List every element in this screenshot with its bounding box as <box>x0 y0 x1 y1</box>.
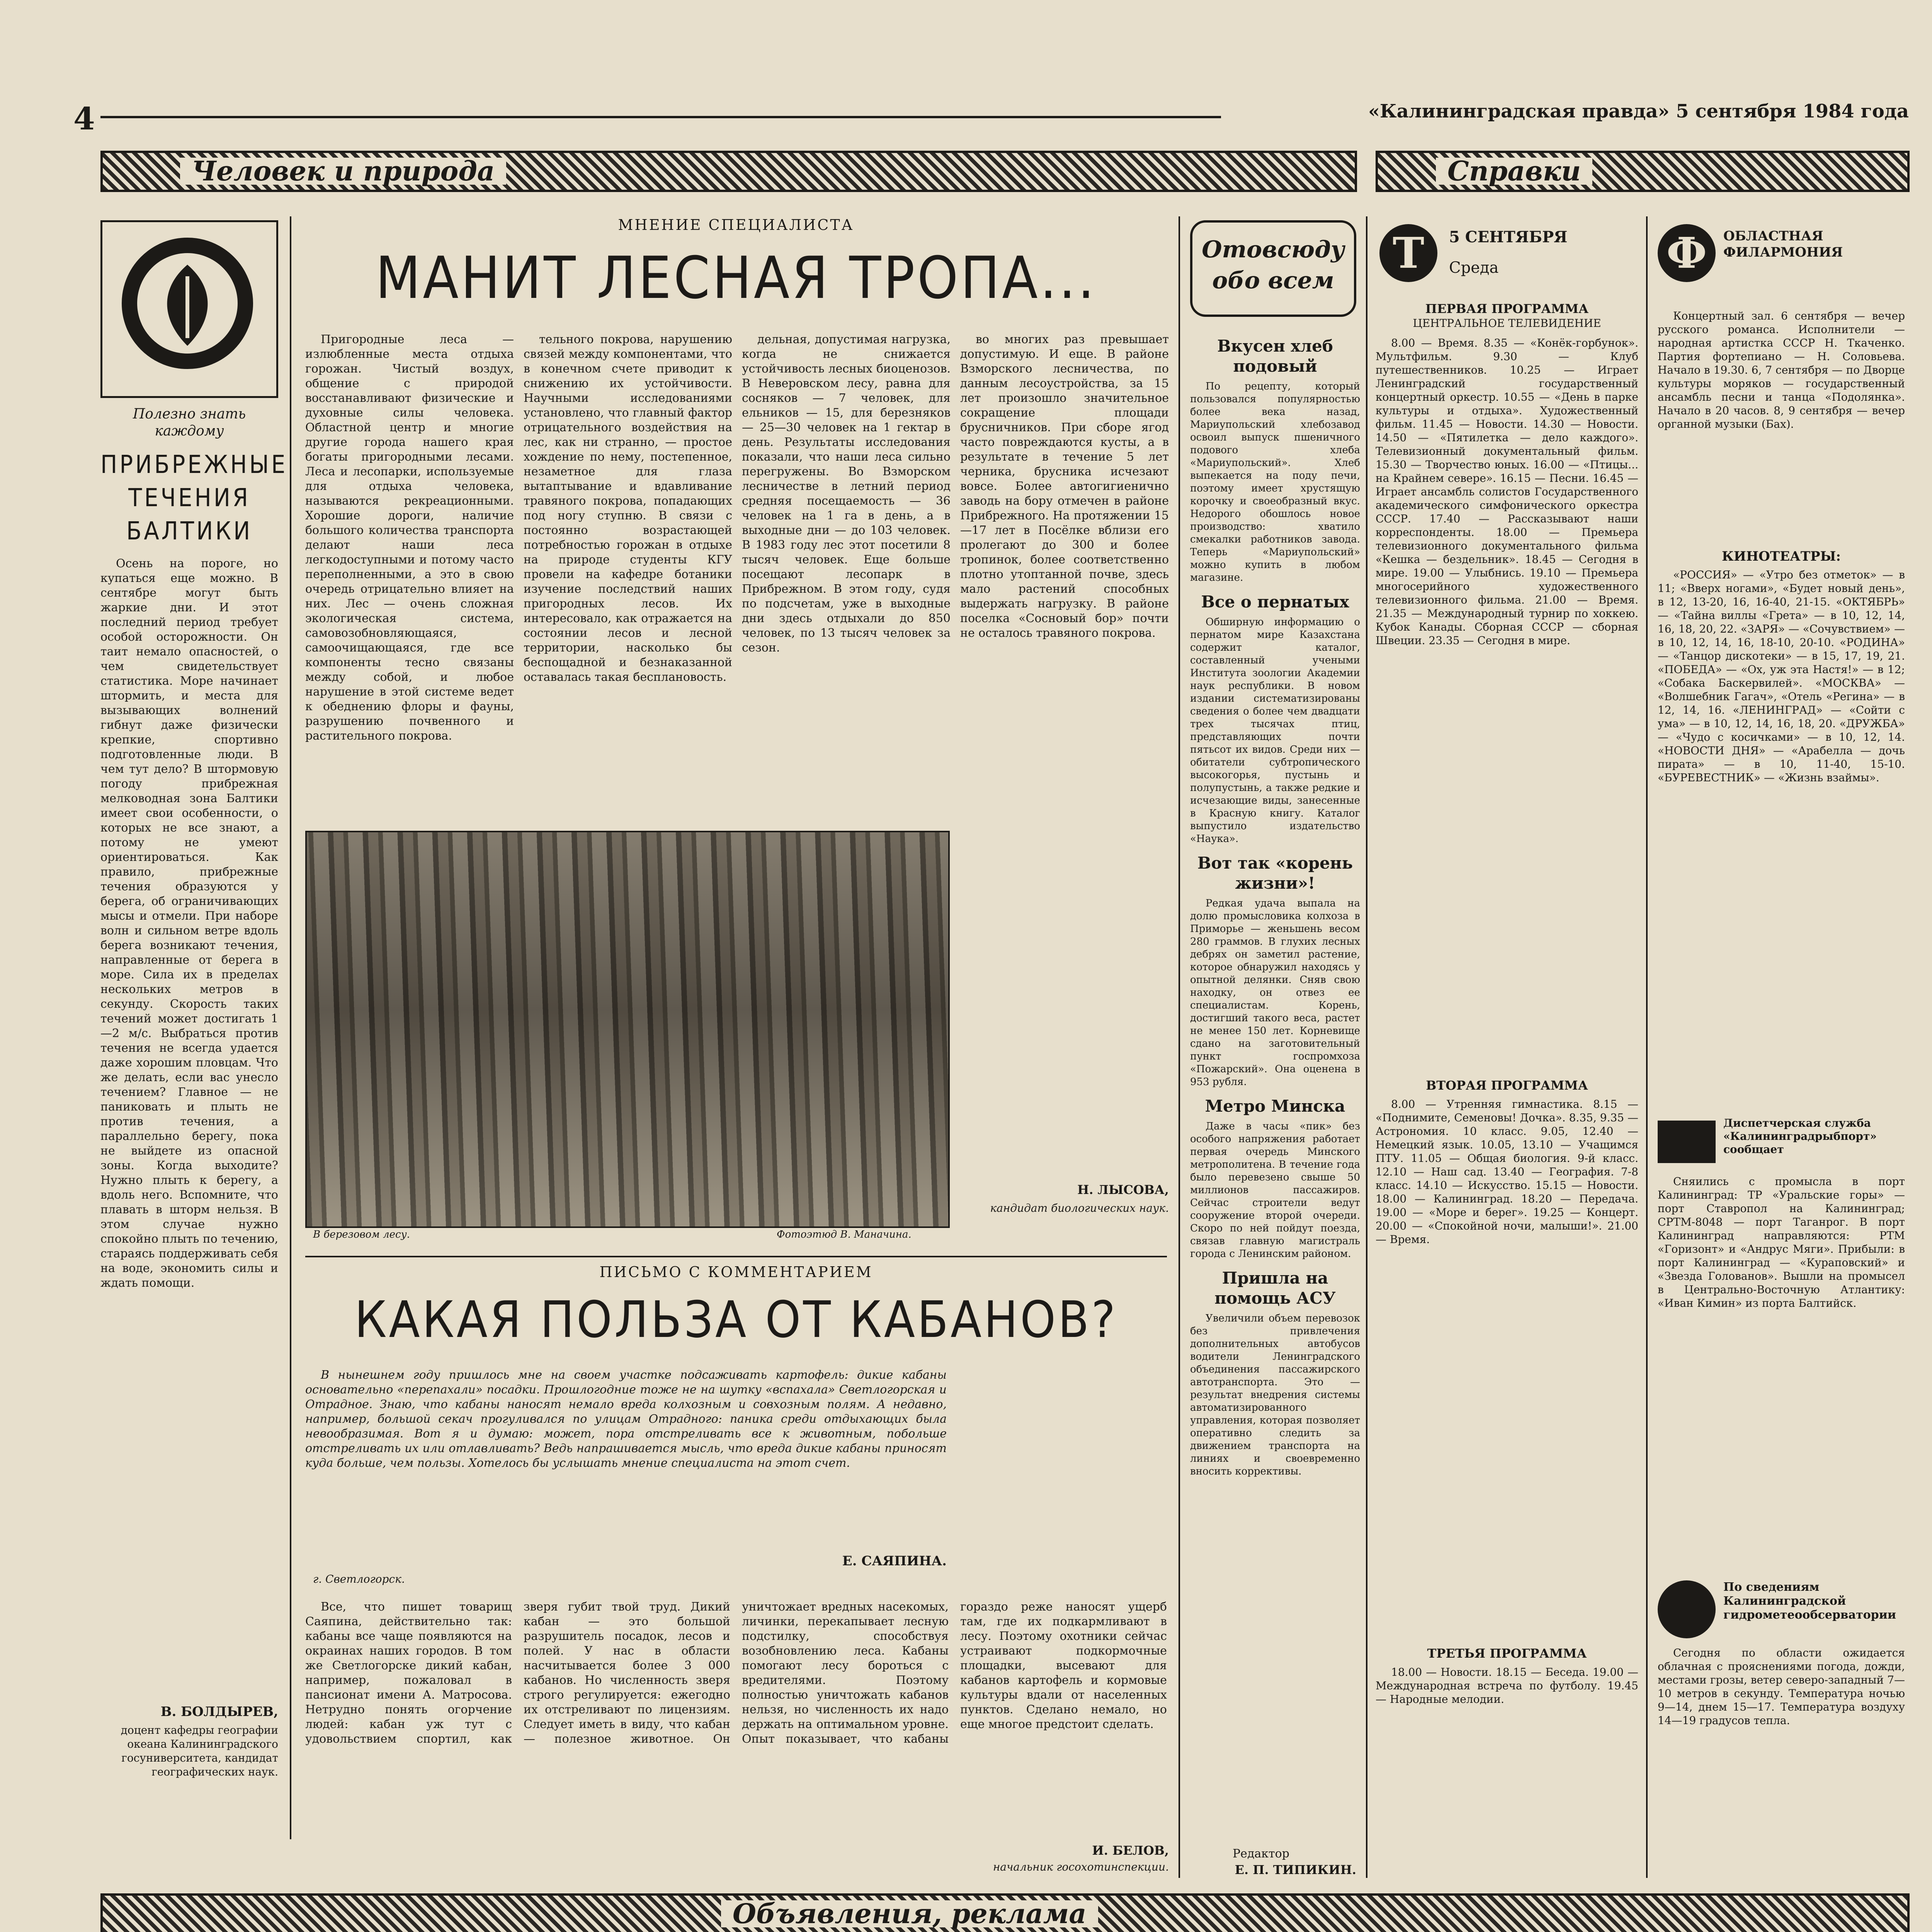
letter-author: Е. САЯПИНА. <box>842 1553 947 1569</box>
boar-comment: Все, что пишет товарищ Саяпина, действительно так: кабаны все чаще появляются на окраинах наших городов. В том же Светлогорске дикий кабан, например, пожаловал в пансионат имени А. Матросова. Нетрудно понять огорчение людей: кабан уж тут с удовольствием спортил, как зверя губит твой труд. Дикий кабан — это большой разрушитель посадок, лесов и полей. У нас в области насчитывается более 3 000 кабанов. Но численность зверя строго регулируется: ежегодно их отстреливают по лицензиям. Следует иметь в виду, что кабан — полезное животное. Он уничтожает вредных насекомых, личинки, перекапывает лесную подстилку, способствуя возобновлению леса. Кабаны помогают лесу бороться с вредителями. Поэтому полностью уничтожать кабанов нельзя, но численность их надо держать на оптимальном уровне. Опыт показывает, что кабаны гораздо реже наносят ущерб там, где их подкармливают в лесу. Поэтому охотники сейчас устраивают подкормочные площадки, высевают для кабанов картофель и кормовые культуры вдали от населенных пунктов. Сделано немало, но еще многое предстоит сделать. <box>305 1600 1167 1746</box>
item-text: По рецепту, который пользовался популярностью более века назад, Мариупольский хлебозавод освоил выпуск пшеничного подового хлеба «Мариупольский». Хлеб выпекается на поду печи, поэтому имеет хрустящую корочку и своеобразный вкус. Недорого обошлось новое производство: хватило смекалки работников завода. Теперь «Мариупольский» можно купить в любом магазине. <box>1190 381 1360 583</box>
section-bar-left <box>100 151 1357 192</box>
philharmonic-title: ОБЛАСТНАЯ ФИЛАРМОНИЯ <box>1723 228 1843 260</box>
item-title: Метро Минска <box>1205 1097 1345 1116</box>
main-author-title: кандидат биологических наук. <box>990 1202 1169 1214</box>
channel1-title: ПЕРВАЯ ПРОГРАММА <box>1425 301 1589 316</box>
main-col-1: Пригородные леса — излюбленные места отдыха горожан. Чистый воздух, общение с природой восстанавливают физические и духовные силы человека. Областной центр и многие другие города нашего края богаты пригородными лесами. Леса и лесопарки, используемые для отдыха человека, называются рекреационными. Хорошие дороги, наличие большого количества транспорта делают наши леса легкодоступными и потому часто переполненными, а это в свою очередь отрицательно влияет на них. Лес — очень сложная экологическая система, самовозобновляющаяся, самоочищающаяся, где все компоненты тесно связаны между собой, и любое нарушение в этой системе ведет к обеднению флоры и фауны, разрушению почвенного и растительного покрова. <box>305 333 514 743</box>
channel1-sub: ЦЕНТРАЛЬНОЕ ТЕЛЕВИДЕНИЕ <box>1413 317 1601 330</box>
boar-author-title: начальник госохотинспекции. <box>993 1861 1169 1873</box>
concert-text: Концертный зал. 6 сентября — вечер русского романса. Исполнители — народная артистка СССР Н. Ткаченко. Партия фортепиано — Н. Соловьева. Начало в 19.30. 6, 7 сентября — по Дворце культуры моряков — государственный ансамбль песни и танца «Подолянка». Начало в 20 часов. 8, 9 сентября — вечер органной музыки (Бах). <box>1658 310 1905 430</box>
item-text: Увеличили объем перевозок без привлечения дополнительных автобусов водители Ленинградского объединения пассажирского автотранспорта. Это — результат внедрения системы автоматизированного управления, которая позволяет оперативно следить за движением транспорта на линиях и своевременно вносить коррективы. <box>1190 1313 1360 1477</box>
item-title: Вот так «корень жизни»! <box>1197 854 1353 893</box>
column-rule <box>1179 216 1180 1878</box>
paper-date: «Калининградская правда» 5 сентября 1984 года <box>1368 100 1909 122</box>
leaf-emblem-icon <box>102 222 272 392</box>
main-col-2: тельного покрова, нарушению связей между компонентами, что в конечном счете приводит к снижению их устойчивости. Научными исследованиями установлено, что главный фактор отрицательного воздействия на лес, как ни странно, — простое хождение по нему, постепенное, незаметное для глаза вытаптывание и вдавливание травяного покрова, попадающих под ногу ступню. В связи с постоянно возрастающей потребностью горожан в отдыхе на природе студенты КГУ провели на кафедре ботаники изучение последствий наших пригородных лесов. Их интересовало, как отражается на состоянии лесов и лесной территории, насколько бы беспощадной и безнаказанной оставалась такая бесплановость. <box>524 333 732 684</box>
weather-icon <box>1658 1580 1716 1638</box>
photo-credit: Фотоэтюд В. Маначина. <box>777 1229 912 1240</box>
anchor-icon <box>1658 1121 1716 1163</box>
dispatch-text: Сняились с промысла в порт Калининград: ТР «Уральские горы» — порт Ставропол на Калининград; СРТМ-8048 — порт Таганрог. В порт Калининград направляются: РТМ «Горизонт» и «Андрус Мяги». Прибыли: в порт Калининград — «Кураповский» и «Звезда Голованов». Вышли на промысел в Центрально-Восточную Атлантику: «Иван Кимин» из порта Балтийск. <box>1658 1175 1905 1310</box>
editor-name: Е. П. ТИПИКИН. <box>1235 1862 1356 1877</box>
item-text: Обширную информацию о пернатом мире Казахстана содержит каталог, составленный учеными Института зоологии Академии наук республики. В новом издании систематизированы сведения о более чем двадцати трех тысячах птиц, представляющих почти пятьсот их видов. Среди них — обитатели субтропического высокогорья, пустынь и полупустынь, а также редкие и исчезающие виды, занесенные в Красную книгу. Каталог выпустило издательство «Наука». <box>1190 616 1360 845</box>
boar-author: И. БЕЛОВ, <box>1092 1843 1169 1858</box>
coast-kicker: Полезно знать каждому <box>133 406 246 439</box>
page-number: 4 <box>73 100 95 137</box>
channel3-title: ТРЕТЬЯ ПРОГРАММА <box>1427 1646 1587 1661</box>
column-rule <box>1646 216 1648 1878</box>
otovsyudu-badge: Отовсюду обо всем <box>1190 220 1356 317</box>
item-title: Пришла на помощь АСУ <box>1214 1269 1336 1308</box>
main-col-3: дельная, допустимая нагрузка, когда не снижается устойчивость лесных биоценозов. В Неверовском лесу, равна для сосняков — 7 человек, для ельников — 15, для березняков — 25—30 человек на 1 гектар в день. Результаты исследования показали, что наши леса сильно перегружены. Во Взморском лесничестве в летний период средняя посещаемость — 36 человек на 1 га в день, а в выходные дни — до 103 человек. В 1983 году лес этот посетили 8 тысяч человек. Еще больше посещают лесопарк в Прибрежном. В этом году, судя по подсчетам, уже в выходные дни здесь отдыхали до 850 человек, по 13 тысяч человек за сезон. <box>742 333 951 655</box>
tv-date: 5 СЕНТЯБРЯ <box>1449 228 1568 246</box>
channel3-schedule: 18.00 — Новости. 18.15 — Беседа. 19.00 — Международная встреча по футболу. 19.45 — Народные мелодии. <box>1376 1666 1638 1706</box>
editor-label: Редактор <box>1233 1847 1289 1861</box>
letter-place: г. Светлогорск. <box>313 1573 405 1585</box>
section-title-left: Человек и природа <box>180 158 506 185</box>
channel1-schedule: 8.00 — Время. 8.35 — «Конёк-горбунок». Мультфильм. 9.30 — Клуб путешественников. 10.25 — Играет Ленинградский государственный концертный оркестр. 10.55 — «День в парке культуры и отдыха». Художественный фильм. 11.45 — Новости. 14.30 — Новости. 14.50 — «Пятилетка — дело каждого». Телевизионный документальный фильм. 15.30 — Творчество юных. 16.00 — «Птицы... на Крайнем севере». 16.15 — Песни. 16.45 — Играет ансамбль солистов Государственного академического симфонического оркестра СССР. 17.40 — Рассказывают наши корреспонденты. 18.00 — Премьера телевизионного документального фильма «Кешка — бездельник». 18.45 — Сегодня в мире. 19.00 — Улыбнись. 19.10 — Премьера многосерийного художественного телевизионного фильма. 21.00 — Время. 21.35 — Международный турнир по хоккею. Кубок Канады. Сборная СССР — сборная Швеции. 23.35 — Сегодня в мире. <box>1376 337 1638 647</box>
masthead-rule <box>100 116 1221 118</box>
item-title: Все о пернатых <box>1201 592 1349 611</box>
boar-headline: КАКАЯ ПОЛЬЗА ОТ КАБАНОВ? <box>354 1290 1118 1349</box>
main-author: Н. ЛЫСОВА, <box>1077 1182 1169 1197</box>
channel2-schedule: 8.00 — Утренняя гимнастика. 8.15 — «Поднимите, Семеновы! Дочка». 8.35, 9.35 — Астрономия. 10 класс. 9.05, 12.40 — Немецкий язык. 10.05, 13.10 — Учащимся ПТУ. 11.05 — Общая биология. 9-й класс. 12.10 — Наш сад. 13.40 — География. 7-8 класс. 14.10 — Искусство. 15.15 — Новости. 18.00 — Калининград. 18.20 — Передача. 19.00 — «Море и берег». 19.25 — Концерт. 20.00 — «Спокойной ночи, малыши!». 21.00 — Время. <box>1376 1098 1638 1246</box>
photo-caption: В березовом лесу. <box>313 1229 410 1240</box>
otovsyudu-column <box>1190 332 1360 1839</box>
forest-photo <box>305 831 950 1228</box>
coast-author-title: доцент кафедры географии океана Калининградского госуниверситета, кандидат географических наук. <box>121 1724 278 1778</box>
article-divider <box>305 1256 1167 1257</box>
weather-text: Сегодня по области ожидается облачная с прояснениями погода, дожди, местами грозы, ветер северо-западный 7—10 метров в секунду. Температура ночью 9—14, днем 15—17. Температура воздуху 14—19 градусов тепла. <box>1658 1646 1905 1727</box>
column-rule <box>290 216 291 1839</box>
dispatch-title: Диспетчерская служба «Калининградрыбпорт» сообщает <box>1723 1117 1877 1156</box>
boar-letter: В нынешнем году пришлось мне на своем участке подсаживать картофель: дикие кабаны основательно «перепахали» посадки. Прошлогодние тоже не на шутку «вспахала» Светлогорская и Отрадное. Знаю, что кабаны наносят немало вреда колхозным и совхозным полям. А недавно, например, большой секач прогуливался по улицам Отрадного: паника среди отдыхающих была невообразимая. Вот я и думаю: может, пора отстреливать все к животным, побольше отстреливать их или отлавливать? Ведь напрашивается мысль, что вреда дикие кабаны приносят куда больше, чем пользы. Хотелось бы услышать мнение специалиста на этот счет. <box>305 1368 947 1470</box>
section-title-right: Справки <box>1436 158 1592 185</box>
boar-kicker: ПИСЬМО С КОММЕНТАРИЕМ <box>599 1264 873 1281</box>
item-text: Даже в часы «пик» без особого напряжения работает первая очередь Минского метрополитена. В течение года было перевезено свыше 50 миллионов пассажиров. Сейчас строители ведут сооружение второй очереди. Скоро по ней пойдут поезда, связав главную магистраль города с Ленинским районом. <box>1190 1121 1360 1260</box>
philharmonic-icon: Ф <box>1658 224 1716 282</box>
tv-weekday: Среда <box>1449 259 1499 277</box>
main-headline: МАНИТ ЛЕСНАЯ ТРОПА... <box>375 245 1097 312</box>
nature-emblem <box>100 220 278 398</box>
channel2-title: ВТОРАЯ ПРОГРАММА <box>1426 1078 1588 1093</box>
ads-bar <box>100 1893 1910 1932</box>
main-kicker: МНЕНИЕ СПЕЦИАЛИСТА <box>618 216 854 233</box>
tv-icon: T <box>1379 224 1437 282</box>
coast-text: Осень на пороге, но купаться еще можно. В сентябре могут быть жаркие дни. И этот последний период требует особой осторожности. Он таит немало опасностей, о чем свидетельствует статистика. Море начинает штормить, и места для вызывающих волнений гибнут даже физически крепкие, спортивно подготовленные люди. В чем тут дело? В штормовую погоду прибрежная мелководная зона Балтики имеет свои особенности, о которых не все знают, а потому не умеют ориентироваться. Как правило, прибрежные течения образуются у берега, об ограничивающих мысы и отмели. При наборе волн и сильном ветре вдоль берега возникают течения, направленные от берега в море. Сила их в пределах нескольких метров в секунду. Скорость таких течений может достигать 1—2 м/с. Выбраться против течения не всегда удается даже хорошим пловцам. Что же делать, если вас унесло течением? Главное — не паниковать и плыть не против течения, а параллельно берегу, пока не выйдете из опасной зоны. Когда выходите? Нужно плыть к берегу, а вдоль него. Вспомните, что плавать в шторм нельзя. В этом случае нужно спокойно плыть по течению, стараясь поддерживать себя на воде, экономить силы и ждать помощи. <box>100 557 278 1290</box>
item-text: Редкая удача выпала на долю промысловика колхоза в Приморье — женьшень весом 280 граммов. В глухих лесных дебрях он заметил растение, которое обнаружил находясь у опытной делянки. Сняв свою находку, он отвез ее специалистам. Корень, достигший такого веса, растет не менее 150 лет. Корневище сдано на заготовительный пункт госпромхоза «Пожарский». Она оценена в 953 рубля. <box>1190 898 1360 1088</box>
ads-title: Объявления, реклама <box>721 1900 1098 1927</box>
newspaper-page <box>73 100 1909 1932</box>
cinemas-title: КИНОТЕАТРЫ: <box>1722 549 1841 564</box>
weather-title: По сведениям Калининградской гидрометеообсерватории <box>1723 1580 1896 1622</box>
main-col-4: во многих раз превышает допустимую. И еще. В районе Взморского лесничества, по данным лесоустройства, за 15 лет произошло значительное сокращение площади брусничников. При сборе ягод часто повреждаются кусты, а в результате в течение 5 лет черника, брусника исчезают вовсе. Более автогигиенично заводь на бору отмечен в районе Прибрежного. На протяжении 15—17 лет в Посёлке вблизи его пролегают до 300 и более тропинок, более соответственно плотно утоптанной почве, здесь мало растений способных выдержать нагрузку. В районе поселка «Сосновый бор» почти не осталось травяного покрова. <box>960 333 1169 640</box>
column-rule <box>1366 216 1367 1878</box>
cinemas-text: «РОССИЯ» — «Утро без отметок» — в 11; «Вверх ногами», «Будет новый день», в 12, 13-20, 16, 16-40, 21-15. «ОКТЯБРЬ» — «Тайна виллы «Грета» — в 10, 12, 14, 16, 18, 20, 22. «ЗАРЯ» — «Сочувствием» — в 10, 12, 14, 16, 18-10, 20-10. «РОДИНА» — «Танцор дискотеки» — в 15, 17, 19, 21. «ПОБЕДА» — «Ох, уж эта Настя!» — в 12; «Собака Баскервилей». «МОСКВА» — «Волшебник Гагач», «Отель «Регина» — в 12, 14, 16. «ЛЕНИНГРАД» — «Сойти с ума» — в 10, 12, 14, 16, 18, 20. «ДРУЖБА» — «Чудо с косичками» — в 10, 12, 14. «НОВОСТИ ДНЯ» — «Арабелла — дочь пирата» — в 10, 11-40, 15-10. «БУРЕВЕСТНИК» — «Жизнь взаймы». <box>1658 568 1905 784</box>
coast-author: В. БОЛДЫРЕВ, <box>160 1704 278 1719</box>
section-bar-right <box>1376 151 1910 192</box>
coast-headline: ПРИБРЕЖНЫЕ ТЕЧЕНИЯ БАЛТИКИ <box>100 451 288 546</box>
item-title: Вкусен хлеб подовый <box>1217 337 1333 376</box>
